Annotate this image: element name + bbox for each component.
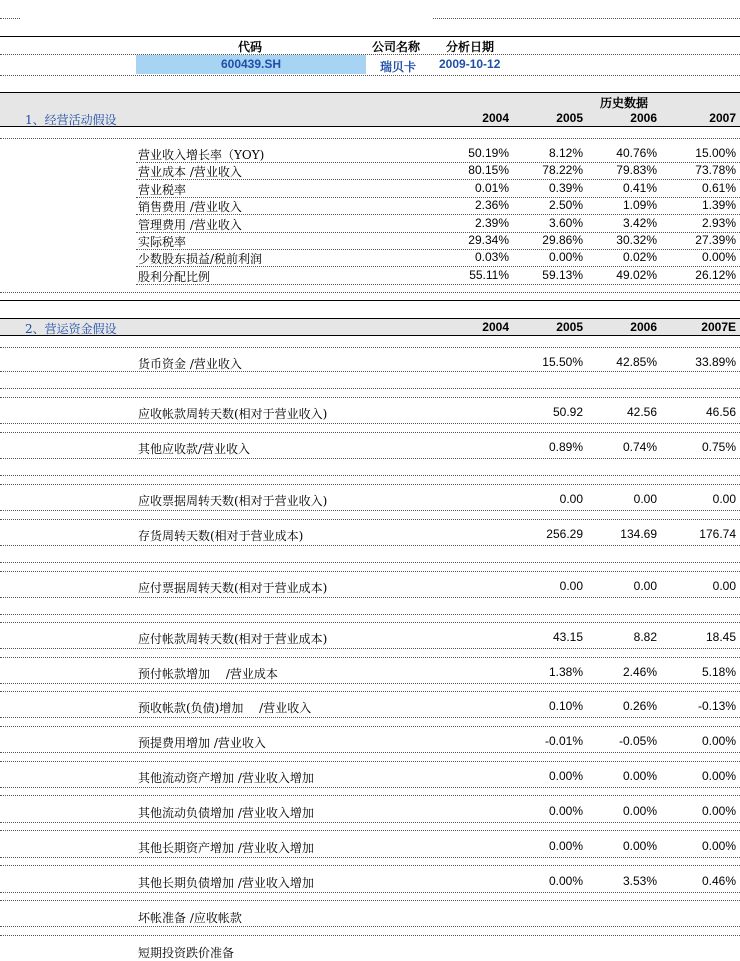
- row-label: 其他应收款/营业收入: [138, 442, 251, 456]
- s1-year-col3: 2006: [630, 111, 657, 125]
- row-label: 应付帐款周转天数(相对于营业成本): [138, 632, 328, 646]
- row-value: 1.39%: [701, 198, 736, 212]
- row-label: 其他流动资产增加 /营业收入增加: [138, 771, 314, 785]
- row-value: 40.76%: [616, 146, 657, 160]
- row-value: 49.02%: [616, 268, 657, 282]
- row-value: 0.41%: [622, 181, 657, 195]
- row-divider: [0, 614, 740, 615]
- row-value: 0.00%: [701, 769, 736, 783]
- s1-rule-top: [0, 138, 740, 139]
- date-label: 分析日期: [446, 40, 495, 54]
- row-divider: [0, 648, 740, 649]
- row-label: 应付票据周转天数(相对于营业成本): [138, 581, 328, 595]
- row-divider: [0, 510, 740, 511]
- row-value: 15.50%: [542, 355, 583, 369]
- row-value: 73.78%: [695, 163, 736, 177]
- row-value: 50.92: [552, 405, 583, 419]
- row-value: 0.00: [633, 579, 657, 593]
- row-value: 0.00%: [548, 250, 583, 264]
- row-value: 8.12%: [548, 146, 583, 160]
- row-value: 0.00%: [701, 250, 736, 264]
- row-value: 5.18%: [701, 665, 736, 679]
- row-value: 79.83%: [616, 163, 657, 177]
- row-value: 43.15: [552, 630, 583, 644]
- code-label: 代码: [238, 40, 263, 54]
- row-value: 18.45: [705, 630, 736, 644]
- s1-year-col4: 2007: [709, 111, 736, 125]
- top-rule-right: [433, 18, 740, 19]
- row-value: 0.00%: [622, 769, 657, 783]
- row-divider: [0, 388, 740, 389]
- row-divider: [136, 266, 740, 267]
- row-label: 营业成本 /营业收入: [138, 165, 242, 179]
- row-value: 176.74: [699, 527, 736, 541]
- row-divider: [0, 752, 740, 753]
- s2-year-col1: 2004: [482, 320, 509, 334]
- s2-year-col2: 2005: [556, 320, 583, 334]
- row-label: 其他长期负债增加 /营业收入增加: [138, 876, 314, 890]
- row-label: 预收帐款(负债)增加 /营业收入: [138, 701, 312, 715]
- row-value: 134.69: [620, 527, 657, 541]
- row-value: 50.19%: [468, 146, 509, 160]
- row-divider: [0, 423, 740, 424]
- row-divider: [0, 717, 740, 718]
- row-value: 0.10%: [548, 699, 583, 713]
- row-value: 0.00: [559, 579, 583, 593]
- row-value: 42.85%: [616, 355, 657, 369]
- row-divider: [0, 691, 740, 692]
- row-value: 26.12%: [695, 268, 736, 282]
- row-divider: [0, 865, 740, 866]
- section1-title: 1、经营活动假设: [25, 113, 117, 127]
- row-divider: [0, 935, 740, 936]
- company-name: 瑞贝卡: [380, 60, 417, 74]
- row-value: 0.00%: [701, 804, 736, 818]
- row-value: 55.11%: [469, 268, 509, 282]
- row-value: 33.89%: [695, 355, 736, 369]
- row-divider: [136, 214, 740, 215]
- row-value: 0.00%: [701, 839, 736, 853]
- s2-year-col4: 2007E: [701, 320, 736, 334]
- row-value: 0.75%: [701, 440, 736, 454]
- row-divider: [0, 683, 740, 684]
- row-divider: [0, 519, 740, 520]
- row-value: 2.50%: [548, 198, 583, 212]
- row-divider: [0, 787, 740, 788]
- row-divider: [0, 432, 740, 433]
- row-divider: [0, 830, 740, 831]
- row-value: 8.82: [633, 630, 657, 644]
- row-value: 3.42%: [622, 216, 657, 230]
- row-label: 管理费用 /营业收入: [138, 218, 242, 232]
- row-divider: [0, 484, 740, 485]
- row-value: 42.56: [626, 405, 657, 419]
- history-label: 历史数据: [600, 96, 649, 110]
- row-value: 30.32%: [616, 233, 657, 247]
- s1-end-border: [0, 300, 740, 301]
- row-value: 0.39%: [548, 181, 583, 195]
- row-divider: [0, 622, 740, 623]
- row-value: 0.01%: [474, 181, 509, 195]
- row-label: 其他长期资产增加 /营业收入增加: [138, 841, 314, 855]
- row-divider: [136, 179, 740, 180]
- row-divider: [0, 926, 740, 927]
- row-label: 营业收入增长率（YOY): [138, 148, 265, 162]
- row-value: 256.29: [546, 527, 583, 541]
- row-divider: [0, 475, 740, 476]
- row-value: 0.26%: [622, 699, 657, 713]
- row-value: 78.22%: [542, 163, 583, 177]
- row-value: -0.01%: [544, 734, 583, 748]
- row-divider: [0, 571, 740, 572]
- row-label: 股利分配比例: [138, 270, 211, 284]
- row-value: 46.56: [705, 405, 736, 419]
- info-divider: [0, 54, 740, 55]
- row-divider: [0, 900, 740, 901]
- row-divider: [0, 458, 740, 459]
- row-value: 0.61%: [701, 181, 736, 195]
- row-divider: [0, 347, 740, 348]
- row-value: 0.00%: [622, 804, 657, 818]
- row-divider: [0, 795, 740, 796]
- row-value: 0.00: [712, 579, 736, 593]
- row-value: 27.39%: [695, 233, 736, 247]
- row-label: 预付帐款增加 /营业成本: [138, 667, 278, 681]
- row-value: 0.00%: [548, 769, 583, 783]
- row-label: 其他流动负债增加 /营业收入增加: [138, 806, 314, 820]
- row-divider: [0, 857, 740, 858]
- row-value: 2.39%: [474, 216, 509, 230]
- row-divider: [0, 657, 740, 658]
- stock-code: 600439.SH: [220, 57, 282, 71]
- row-value: 29.86%: [542, 233, 583, 247]
- company-label: 公司名称: [372, 40, 421, 54]
- info-bottom-rule: [0, 75, 740, 76]
- row-value: 0.00%: [701, 734, 736, 748]
- row-label: 存货周转天数(相对于营业成本): [138, 529, 304, 543]
- info-top-border: [0, 36, 740, 37]
- row-value: 2.93%: [701, 216, 736, 230]
- row-value: -0.13%: [697, 699, 736, 713]
- row-value: 80.15%: [468, 163, 509, 177]
- row-label: 货币资金 /营业收入: [138, 357, 242, 371]
- row-divider: [136, 284, 740, 285]
- row-divider: [0, 597, 740, 598]
- row-divider: [0, 726, 740, 727]
- row-label: 应收票据周转天数(相对于营业收入): [138, 494, 328, 508]
- row-value: 0.74%: [622, 440, 657, 454]
- row-value: 2.36%: [474, 198, 509, 212]
- row-value: 3.53%: [622, 874, 657, 888]
- row-divider: [0, 761, 740, 762]
- row-label: 实际税率: [138, 235, 187, 249]
- row-value: 29.34%: [468, 233, 509, 247]
- row-value: 2.46%: [622, 665, 657, 679]
- row-divider: [0, 562, 740, 563]
- row-value: 0.00%: [548, 839, 583, 853]
- row-divider: [0, 371, 740, 372]
- row-value: 1.09%: [622, 198, 657, 212]
- section2-title: 2、营运资金假设: [25, 322, 117, 336]
- row-divider: [0, 822, 740, 823]
- s1-year-col2: 2005: [556, 111, 583, 125]
- row-value: 0.00%: [622, 839, 657, 853]
- row-value: 59.13%: [542, 268, 583, 282]
- row-value: 0.00%: [548, 874, 583, 888]
- row-label: 短期投资跌价准备: [138, 946, 235, 960]
- row-value: 0.03%: [474, 250, 509, 264]
- row-divider: [0, 397, 740, 398]
- analysis-date: 2009-10-12: [439, 57, 501, 71]
- row-value: 0.00: [633, 492, 657, 506]
- row-label: 营业税率: [138, 183, 187, 197]
- row-label: 预提费用增加 /营业收入: [138, 736, 266, 750]
- row-value: -0.05%: [618, 734, 657, 748]
- s2-year-col3: 2006: [630, 320, 657, 334]
- row-label: 销售费用 /营业收入: [138, 200, 242, 214]
- row-label: 少数股东损益/税前利润: [138, 252, 263, 266]
- row-value: 15.00%: [695, 146, 736, 160]
- row-value: 0.89%: [548, 440, 583, 454]
- row-value: 0.46%: [701, 874, 736, 888]
- row-value: 0.00%: [548, 804, 583, 818]
- s1-rule-bottom: [0, 292, 740, 293]
- row-value: 3.60%: [548, 216, 583, 230]
- row-value: 0.02%: [622, 250, 657, 264]
- row-value: 0.00: [559, 492, 583, 506]
- row-value: 0.00: [712, 492, 736, 506]
- s1-year-col1: 2004: [482, 111, 509, 125]
- row-label: 坏帐准备 /应收帐款: [138, 911, 242, 925]
- row-label: 应收帐款周转天数(相对于营业收入): [138, 407, 328, 421]
- top-rule-left: [0, 18, 20, 19]
- row-divider: [0, 892, 740, 893]
- row-divider: [0, 545, 740, 546]
- row-value: 1.38%: [548, 665, 583, 679]
